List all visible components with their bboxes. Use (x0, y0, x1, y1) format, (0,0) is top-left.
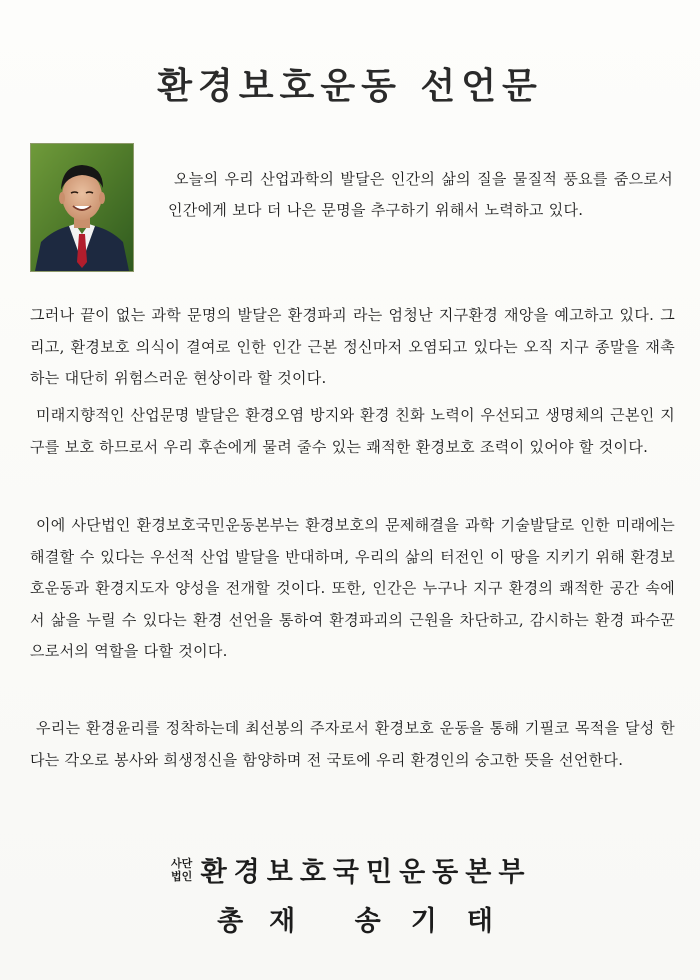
paragraph-4: 우리는 환경윤리를 정착하는데 최선봉의 주자로서 환경보호 운동을 통해 기필코 목적을 달성 한다는 각오로 봉사와 희생정신을 함양하며 전 국토에 우리 환경인의 숭고한 뜻을 선언한다. (30, 719, 675, 769)
org-prefix-top: 사단 (170, 856, 193, 870)
president-title: 총재 (217, 906, 322, 937)
paragraph-1: 그러나 끝이 없는 과학 문명의 발달은 환경파괴 라는 엄청난 지구환경 재앙을 예고하고 있다. 그리고, 환경보호 의식이 결여로 인한 인간 근본 정신마저 오염되고 있다는 오직 지구 종말을 재촉하는 대단히 위험스러운 현상이라 할 것이다. (30, 306, 675, 387)
president-line (0, 899, 700, 938)
intro-paragraph: 오늘의 우리 산업과학의 발달은 인간의 삶의 질을 물질적 풍요를 줌으로서 인간에게 보다 더 나은 문명을 추구하기 위해서 노력하고 있다. (168, 170, 673, 219)
paragraph-2: 미래지향적인 산업문명 발달은 환경오염 방지와 환경 친화 노력이 우선되고 생명체의 근본인 지구를 보호 하므로서 우리 후손에게 물려 줄수 있는 쾌적한 환경보호 조력이 있어야 할 것이다. (30, 406, 675, 456)
document-title: 환경보호운동 선언문 (157, 65, 543, 107)
org-prefix-bottom: 법인 (170, 869, 193, 883)
paragraph-3: 이에 사단법인 환경보호국민운동본부는 환경보호의 문제해결을 과학 기술발달로 인한 미래에는 해결할 수 있다는 우선적 산업 발달을 반대하며, 우리의 삶의 터전인 이 땅을 지키기 위해 환경보호운동과 환경지도자 양성을 전개할 것이다. 또한, 인간은 누구나 지구 환경의 쾌적한 공간 속에서 삶을 누릴 수 있다는 환경 선언을 통하여 환경파괴의 근원을 차단하고, 감시하는 환경 파수꾼으로서의 역할을 다할 것이다. (30, 516, 675, 660)
organization-line (169, 850, 532, 889)
portrait-photo (30, 143, 134, 272)
signature-block (0, 850, 700, 938)
organization-name: 환경보호국민운동본부 (200, 857, 532, 888)
president-name: 송기태 (354, 906, 523, 937)
org-prefix (169, 857, 195, 883)
